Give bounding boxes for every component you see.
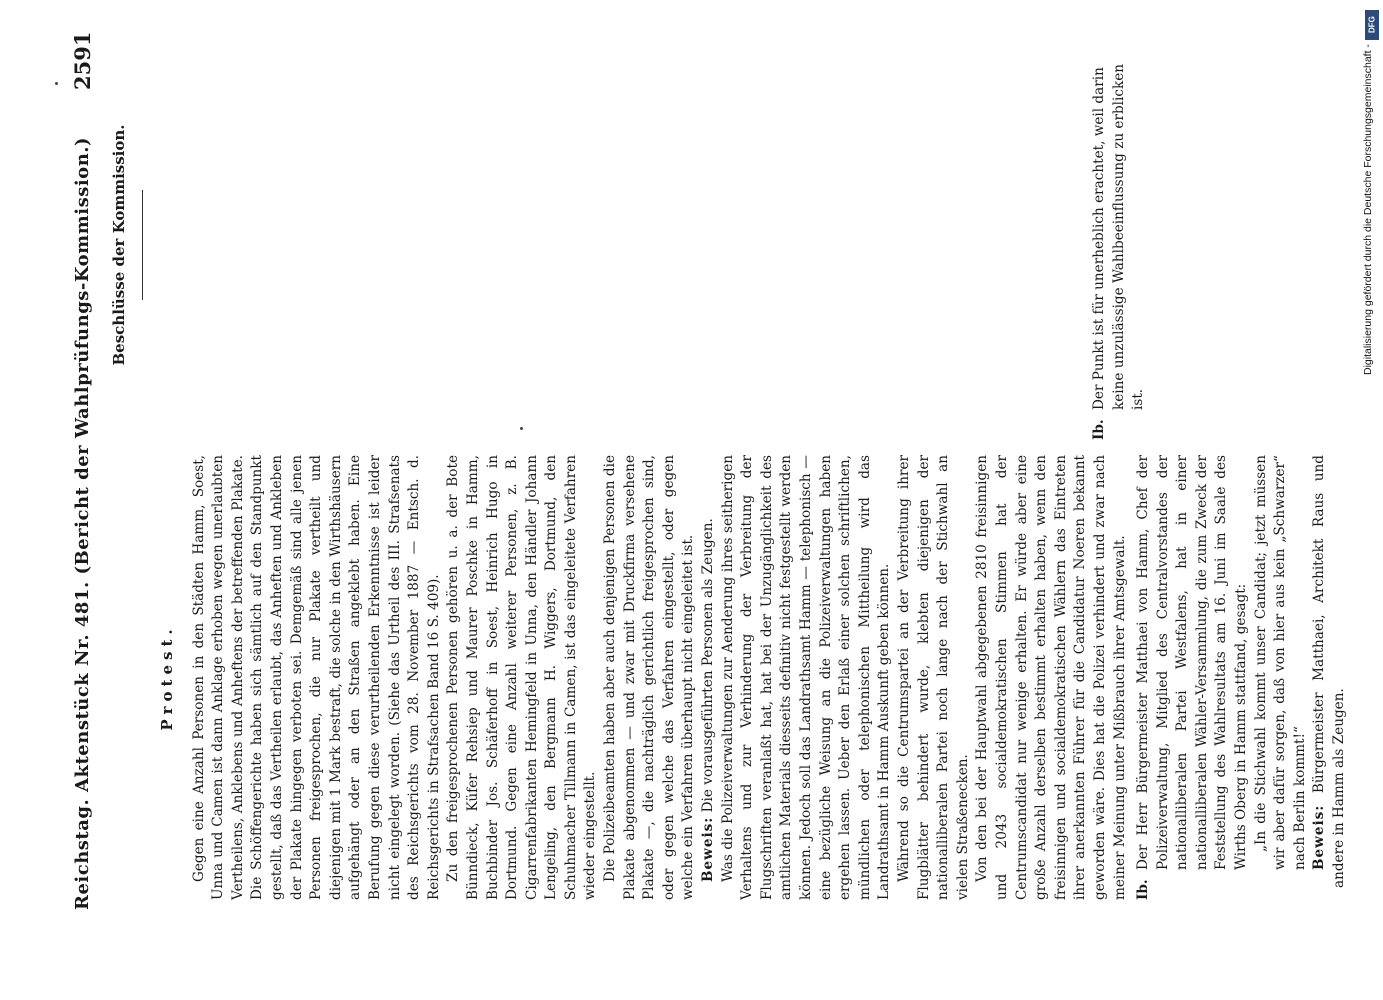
ib-protest-item bbox=[1134, 455, 1252, 900]
page-header: Reichstag. Aktenstück Nr. 481. (Bericht der Wahlprüfungs-Kommission.) bbox=[72, 136, 93, 910]
beweis-2 bbox=[1310, 455, 1349, 900]
left-column-protest bbox=[158, 455, 1350, 900]
ib-decision-item bbox=[1090, 50, 1149, 440]
protest-paragraph-2: Zu den freigesprochenen Personen gehören u. a. der Bote Bünndieck, Küfer Rehsiep und Maurer Poschke in Hamm, Buchbinder Jos. Schäferhoff in Soest, Heinrich Hugo in Dortmund. Gegen eine Anzahl weiterer Personen, z. B. Cigarrenfabrikanten Hemingfeld in Unna, den Händler Johann Lengeling, den Bergmann H. Wiggers, Dortmund, den Schuhmacher Tillmann in Camen, ist das eingeleitete Verfahren wieder eingestellt. bbox=[445, 455, 599, 900]
speck bbox=[55, 82, 58, 85]
beweis-2-label: Beweis: bbox=[1311, 804, 1328, 870]
protest-paragraph-5: Während so die Centrumspartei an der Verbreitung ihrer Flugblätter behindert wurde, klebten diejenigen der nationalliberalen Partei noch lange nach der Stichwahl an vielen Straßenecken. bbox=[895, 455, 971, 900]
speck bbox=[520, 427, 523, 430]
right-column-beschluesse bbox=[110, 50, 157, 440]
protest-paragraph-6: Von den bei der Hauptwahl abgegebenen 2810 freisinnigen und 2043 socialdemokratischen Stimmen hat der Centrumscandidat nur wenige erhalten. Er würde aber eine große Anzahl derselben bestimmt erhalten haben, wenn den freisinnigen und socialdemokratischen Wählern das Eintreten ihrer anerkannten Führer für die Candidatur Noeren bekannt geworden wäre. Dies hat die Polizei verhindert und zwar nach meiner Meinung unter Mißbrauch ihrer Amtsgewalt. bbox=[974, 455, 1128, 900]
beweis-2-text: Bürgermeister Matthaei, Architekt Raus und andere in Hamm als Zeugen. bbox=[1311, 455, 1348, 888]
dfg-logo: DFG bbox=[1365, 10, 1379, 40]
ib-decision-text: Der Punkt ist für unerheblich erachtet, weil darin keine unzulässige Wahlbeeinflussung zu erblicken ist. bbox=[1091, 63, 1147, 410]
digitization-credit: Digitalisierung gefördert durch die Deutsche Forschungsgemeinschaft - bbox=[1362, 44, 1374, 375]
protest-title: Protest. bbox=[158, 624, 176, 731]
beschluesse-title: Beschlüsse der Kommission. bbox=[110, 124, 128, 366]
beweis-1-text: Die vorausgeführten Personen als Zeugen. bbox=[700, 518, 717, 813]
ib-quote: „In die Stichwahl kommt unser Candidat; jetzt müssen wir aber dafür sorgen, daß von hier aus kein „Schwarzer“ nach Berlin kommt!“ bbox=[1252, 455, 1308, 870]
ib-protest-text: Der Herr Bürgermeister Matthaei von Hamm, Chef der Polizeiverwaltung, Mitglied des Centralvorstandes der nationalliberalen Partei Westfalens, hat in einer nationalliberalen Wähler-Versammlung, die zum Zweck der Feststellung des Wahlresultats am 16. Juni im Saale des Wirths Oberg in Hamm stattfand, gesagt: bbox=[1135, 455, 1250, 870]
protest-paragraph-1: Gegen eine Anzahl Personen in den Städten Hamm, Soest, Unna und Camen ist dann Anklage erhoben wegen unerlaubten Vertheilens, Anklebens und Anheftens der betreffenden Plakate. Die Schöffengerichte haben sich sämtlich auf den Standpunkt gestellt, daß das Vertheilen erlaubt, das Anheften und Ankleben der Plakate hingegen verboten sei. Demgemäß sind alle jenen Personen freigesprochen, die nur Plakate vertheilt und diejenigen mit 1 Mark bestraft, die solche in den Wirthshäusern aufgehängt oder an den Straßen angeklebt haben. Eine Berufung gegen diese verurtheilenden Erkenntnisse ist leider nicht eingelegt worden. (Siehe das Urtheil des III. Strafsenats des Reichsgerichts vom 28. November 1887 — Entsch. d. Reichsgerichts in Strafsachen Band 16 S. 409). bbox=[190, 455, 442, 900]
beweis-1 bbox=[699, 455, 719, 900]
protest-paragraph-4: Was die Polizeiverwaltungen zur Aenderung ihres seitherigen Verhaltens und zur Verhinderung der Verbreitung der Flugschriften veranlaßt hat, hat bei der Unzugänglichkeit des amtlichen Materials diesseits definitiv nicht festgestellt werden können. Jedoch soll das Landrathsamt Hamm — telephonisch — eine bezügliche Weisung an die Polizeiverwaltungen haben ergehen lassen. Ueber den Erlaß einer solchen schriftlichen, mündlichen oder telephonischen Mittheilung wird das Landrathsamt in Hamm Auskunft geben können. bbox=[719, 455, 893, 900]
title-rule bbox=[142, 190, 143, 300]
beweis-1-label: Beweis: bbox=[700, 816, 717, 882]
page-number: 2591 bbox=[70, 31, 95, 90]
ib-protest-label: Ib. bbox=[1135, 879, 1152, 900]
ib-decision-label: Ib. bbox=[1091, 419, 1107, 440]
protest-paragraph-3: Die Polizeibeamten haben aber auch denjenigen Personen die Plakate abgenommen — und zwar mit Druckfirma versehene Plakate —, die nachträglich gerichtlich freigesprochen sind, oder gegen welche das Verfahren eingestellt, oder gegen welche ein Verfahren überhaupt nicht eingeleitet ist. bbox=[602, 455, 697, 900]
